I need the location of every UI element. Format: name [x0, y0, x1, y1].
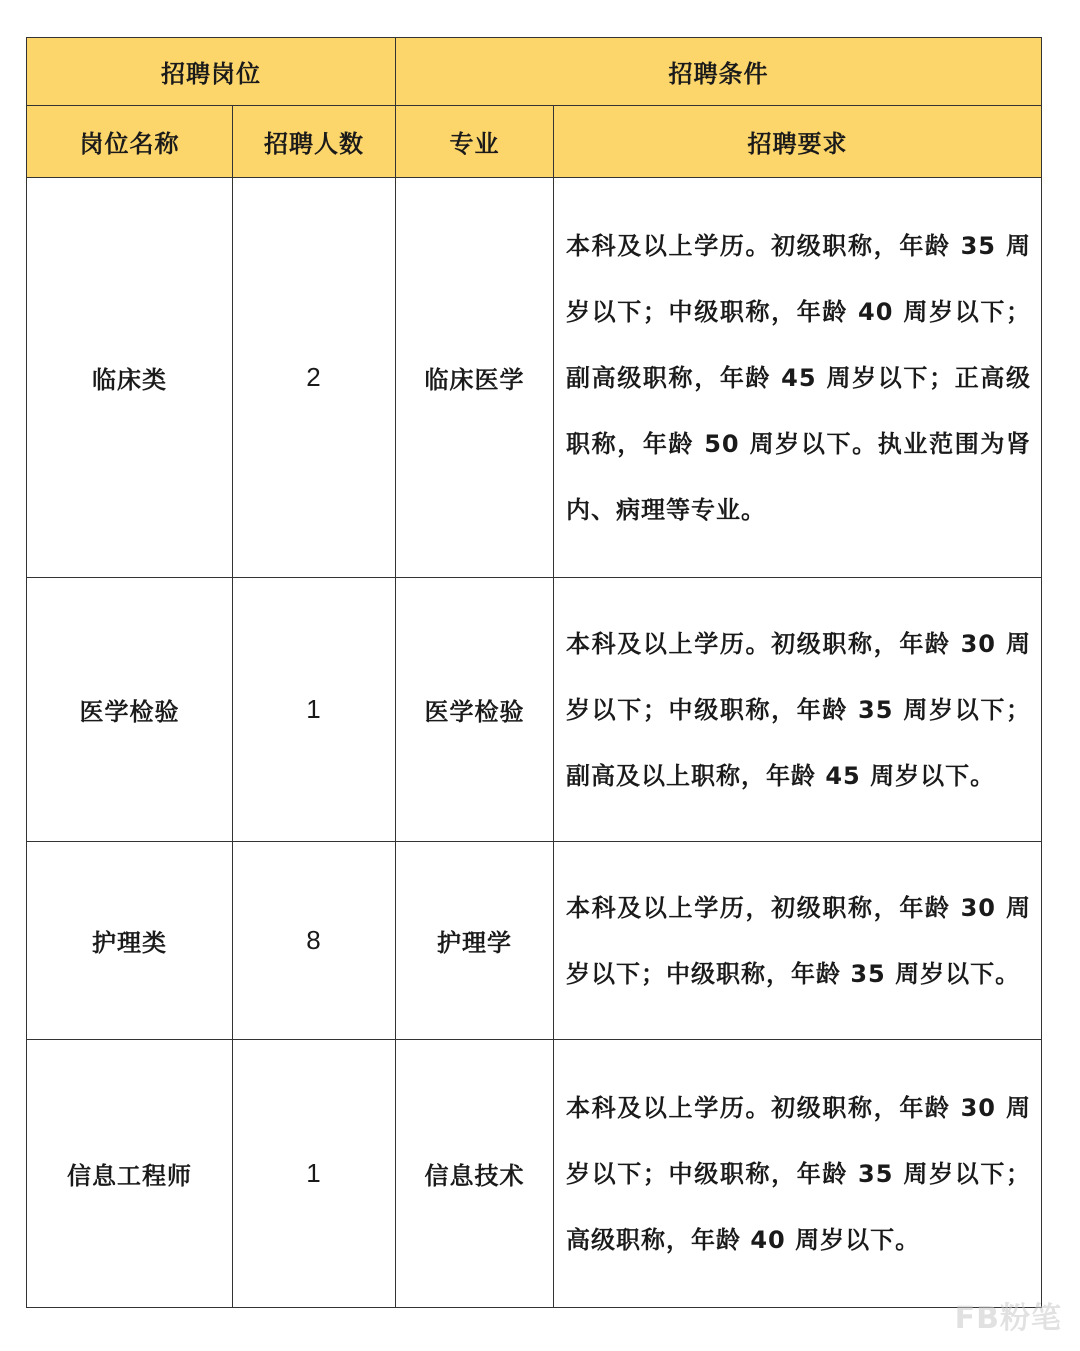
- header-group-conditions: 招聘条件: [396, 38, 1042, 106]
- recruitment-table: [26, 37, 1042, 1308]
- position-name-cell: 医学检验: [27, 578, 233, 842]
- header-group-positions: 招聘岗位: [27, 38, 396, 106]
- requirement-cell: 本科及以上学历。初级职称，年龄 35 周岁以下；中级职称，年龄 40 周岁以下；副高级职称，年龄 45 周岁以下；正高级职称，年龄 50 周岁以下。执业范围为肾内、病理等专业。: [554, 178, 1042, 578]
- requirement-cell: 本科及以上学历，初级职称，年龄 30 周岁以下；中级职称，年龄 35 周岁以下。: [554, 842, 1042, 1040]
- header-major: 专业: [396, 106, 554, 178]
- position-name-cell: 护理类: [27, 842, 233, 1040]
- header-headcount: 招聘人数: [233, 106, 396, 178]
- table-row: [27, 842, 1042, 1040]
- major-cell: 信息技术: [396, 1040, 554, 1308]
- header-position-name: 岗位名称: [27, 106, 233, 178]
- requirement-cell: 本科及以上学历。初级职称，年龄 30 周岁以下；中级职称，年龄 35 周岁以下；高级职称，年龄 40 周岁以下。: [554, 1040, 1042, 1308]
- headcount-cell: 1: [233, 578, 396, 842]
- header-row-columns: [27, 106, 1042, 178]
- major-cell: 护理学: [396, 842, 554, 1040]
- headcount-cell: 8: [233, 842, 396, 1040]
- header-requirements: 招聘要求: [554, 106, 1042, 178]
- recruitment-table-container: [26, 37, 1041, 1308]
- major-cell: 医学检验: [396, 578, 554, 842]
- table-row: [27, 578, 1042, 842]
- header-row-group: [27, 38, 1042, 106]
- position-name-cell: 信息工程师: [27, 1040, 233, 1308]
- table-row: [27, 178, 1042, 578]
- headcount-cell: 1: [233, 1040, 396, 1308]
- headcount-cell: 2: [233, 178, 396, 578]
- table-row: [27, 1040, 1042, 1308]
- position-name-cell: 临床类: [27, 178, 233, 578]
- watermark-logo: FB粉笔: [954, 1301, 1062, 1336]
- major-cell: 临床医学: [396, 178, 554, 578]
- requirement-cell: 本科及以上学历。初级职称，年龄 30 周岁以下；中级职称，年龄 35 周岁以下；副高及以上职称，年龄 45 周岁以下。: [554, 578, 1042, 842]
